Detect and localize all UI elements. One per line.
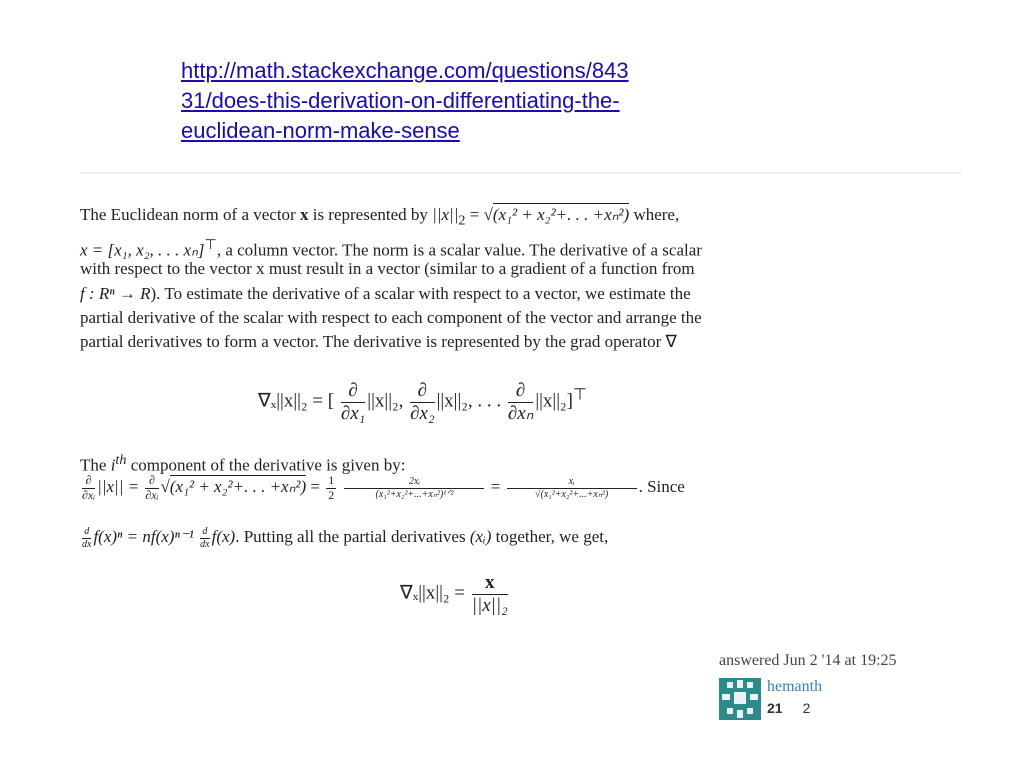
reputation: 21 xyxy=(767,700,783,716)
result-equation: ∇ₓ||x||₂ = $\frac{x}{\text{||x||₂}}$ xyxy=(400,572,508,616)
chain-rule-line: $\frac{d}{dx}$ f(x)ⁿ = nf(x)ⁿ⁻¹ $\frac{d}{dx}$ f(x). Putting all the partial derivatives (xᵢ) together, we get, xyxy=(82,526,609,550)
para-line-4: f : Rⁿ → R). To estimate the derivative of a scalar with respect to a vector, we estimate the xyxy=(80,283,691,303)
para-line-2: x = [x₁, x₂, . . . xₙ]⊤, a column vector. The norm is a scalar value. The derivative of a scalar xyxy=(80,237,702,260)
ith-line: The $i^{th}$ component of the derivative is given by: xyxy=(80,452,406,475)
user-name-link[interactable]: hemanth xyxy=(767,678,823,695)
para-line-6: partial derivatives to form a vector. The derivative is represented by the grad operator ∇ xyxy=(80,331,677,351)
question-link[interactable] xyxy=(181,56,629,146)
para-line-5: partial derivative of the scalar with respect to each component of the vector and arrange the xyxy=(80,307,702,327)
gradient-equation: ∇ₓ||x||₂ = [ $\frac{\partial}{\text{∂x₁}}$ ||x||₂, $\frac{\partial}{\text{∂x₂}}$ ||x||₂, . . . $\frac{\partial}{\text{∂xₙ}}$ ||x||₂]⊤ xyxy=(258,380,587,424)
component-equation: $\frac{\partial}{\text{∂xᵢ}}$ ||x|| = $\frac{\partial}{\text{∂xᵢ}}$ √(x₁² + x₂²+. . . +xₙ²) = $\frac{1}{2}$ $\frac{\text{2xᵢ}}{\text{(x₁²+x₂²+...+xₙ²)¹ᐟ²}}$ = $\frac{\text{xᵢ}}{\text{√(x₁²+x₂²+...+xₙ²)}}$ . Since xyxy=(82,473,685,502)
para-line-3: with respect to the vector x must result in a vector (similar to a gradient of a function from xyxy=(80,259,695,279)
answered-timestamp: answered Jun 2 '14 at 19:25 xyxy=(719,652,897,669)
badge-count: 2 xyxy=(802,700,811,716)
link-line-3[interactable]: euclidean-norm-make-sense xyxy=(181,118,460,143)
user-card xyxy=(719,678,822,720)
divider xyxy=(80,172,962,174)
user-avatar[interactable] xyxy=(719,678,761,720)
para-line-1: The Euclidean norm of a vector x is represented by $||x||_2 = √(x_1^2 + x_2^2+$. . . +xₙ²) where, xyxy=(80,205,680,229)
link-line-1[interactable]: http://math.stackexchange.com/questions/843 xyxy=(181,58,629,83)
answer-body xyxy=(80,203,880,354)
link-line-2[interactable]: 31/does-this-derivation-on-differentiating-the- xyxy=(181,88,620,113)
